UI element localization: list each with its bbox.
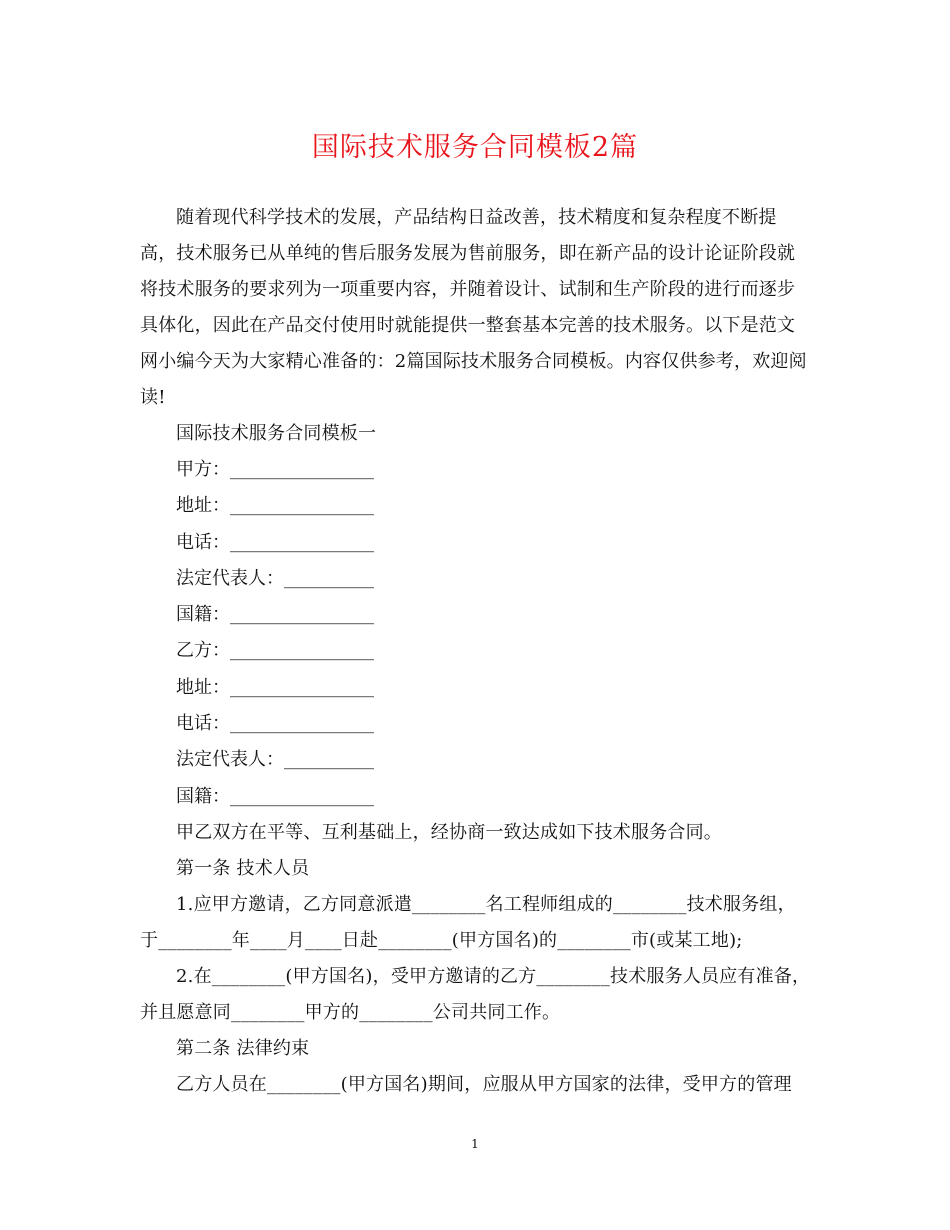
document-title: 国际技术服务合同模板2篇 — [311, 132, 639, 163]
party-a-address-field: 地址：________________ — [176, 495, 374, 517]
party-a-nationality-field: 国籍：________________ — [176, 604, 374, 626]
party-b-nationality-field: 国籍：________________ — [176, 785, 374, 807]
article-1-item-1: 1.应甲方邀请，乙方同意派遣________名工程师组成的________技术服务组，于________年____月____日赴________(甲方国名)的________市(或某工地); — [140, 893, 796, 951]
party-a-representative-field: 法定代表人：__________ — [176, 567, 374, 589]
party-a-field: 甲方：________________ — [176, 459, 374, 480]
party-b-representative-field: 法定代表人：__________ — [176, 749, 374, 771]
article-2-heading: 第二条 法律约束 — [176, 1037, 310, 1059]
agreement-paragraph: 甲乙双方在平等、互利基础上，经协商一致达成如下技术服务合同。 — [176, 821, 722, 843]
article-1-item-2: 2.在________(甲方国名)，受甲方邀请的乙方________技术服务人员应有准备，并且愿意同________甲方的________公司共同工作。 — [140, 965, 811, 1023]
article-1-heading: 第一条 技术人员 — [176, 857, 310, 879]
document-body — [140, 200, 812, 1103]
intro-paragraph: 随着现代科学技术的发展，产品结构日益改善，技术精度和复杂程度不断提高，技术服务已从单纯的售后服务发展为售前服务，即在新产品的设计论证阶段就将技术服务的要求列为一项重要内容，并随着设计、试制和生产阶段的进行而逐步具体化，因此在产品交付使用时就能提供一整套基本完善的技术服务。以下是范文网小编今天为大家精心准备的：2篇国际技术服务合同模板。内容仅供参考，欢迎阅读! — [140, 207, 807, 408]
template-heading: 国际技术服务合同模板一 — [176, 423, 377, 444]
party-fields — [140, 452, 812, 815]
party-b-phone-field: 电话：________________ — [176, 713, 374, 735]
page-number: 1 — [471, 1137, 479, 1151]
party-a-phone-field: 电话：________________ — [176, 531, 374, 553]
party-b-address-field: 地址：________________ — [176, 676, 374, 698]
article-2-paragraph: 乙方人员在________(甲方国名)期间，应服从甲方国家的法律，受甲方的管理 — [176, 1073, 792, 1095]
party-b-field: 乙方：________________ — [176, 640, 374, 662]
